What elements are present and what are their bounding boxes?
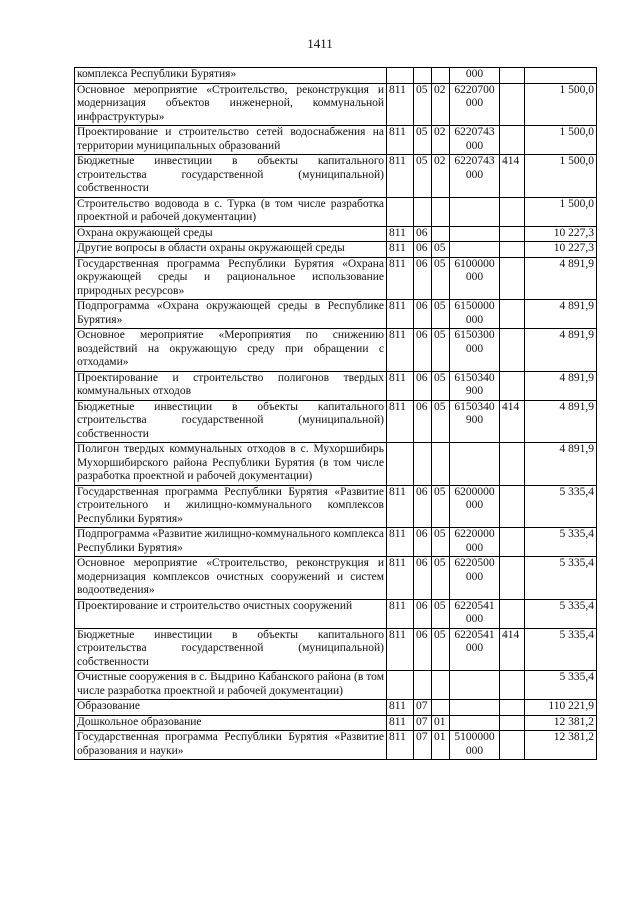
table-row <box>75 700 597 716</box>
section-code: 06 <box>414 371 432 400</box>
line-item-name: Бюджетные инвестиции в объекты капитального строительства государственной (муниципальной) собственности <box>75 400 387 443</box>
subsection-code <box>432 443 450 486</box>
section-code: 06 <box>414 485 432 528</box>
expense-type-code: 414 <box>500 155 525 198</box>
subsection-code <box>432 226 450 242</box>
subsection-code: 02 <box>432 83 450 126</box>
ministry-code <box>387 443 414 486</box>
line-item-name: Охрана окружающей среды <box>75 226 387 242</box>
subsection-code: 01 <box>432 731 450 760</box>
table-row <box>75 628 597 671</box>
section-code: 06 <box>414 599 432 628</box>
table-row <box>75 155 597 198</box>
subsection-code: 05 <box>432 242 450 258</box>
table-row <box>75 83 597 126</box>
line-item-name: комплекса Республики Бурятия» <box>75 68 387 84</box>
ministry-code <box>387 671 414 700</box>
target-article-code: 6220743 000 <box>450 126 500 155</box>
expense-type-code <box>500 300 525 329</box>
line-item-name: Основное мероприятие «Строительство, реконструкция и модернизация комплексов очистных сооружений и систем водоотведения» <box>75 557 387 600</box>
subsection-code <box>432 671 450 700</box>
section-code <box>414 197 432 226</box>
expense-type-code <box>500 242 525 258</box>
expense-type-code <box>500 485 525 528</box>
subsection-code: 05 <box>432 485 450 528</box>
section-code <box>414 68 432 84</box>
line-item-name: Проектирование и строительство очистных сооружений <box>75 599 387 628</box>
line-item-name: Проектирование и строительство полигонов твердых коммунальных отходов <box>75 371 387 400</box>
ministry-code <box>387 68 414 84</box>
subsection-code: 02 <box>432 155 450 198</box>
amount: 5 335,4 <box>525 628 597 671</box>
expense-type-code <box>500 671 525 700</box>
amount: 5 335,4 <box>525 671 597 700</box>
subsection-code: 05 <box>432 628 450 671</box>
line-item-name: Очистные сооружения в с. Выдрино Кабанского района (в том числе разработка проектной и рабочей документации) <box>75 671 387 700</box>
amount: 4 891,9 <box>525 400 597 443</box>
section-code: 06 <box>414 300 432 329</box>
ministry-code: 811 <box>387 628 414 671</box>
subsection-code <box>432 700 450 716</box>
subsection-code: 05 <box>432 257 450 300</box>
section-code <box>414 443 432 486</box>
ministry-code: 811 <box>387 700 414 716</box>
target-article-code: 6200000 000 <box>450 485 500 528</box>
target-article-code: 6220500 000 <box>450 557 500 600</box>
ministry-code: 811 <box>387 242 414 258</box>
expense-type-code <box>500 68 525 84</box>
ministry-code <box>387 197 414 226</box>
page-number: 1411 <box>307 36 333 51</box>
section-code: 07 <box>414 715 432 731</box>
subsection-code: 05 <box>432 599 450 628</box>
target-article-code <box>450 671 500 700</box>
table-row <box>75 528 597 557</box>
line-item-name: Бюджетные инвестиции в объекты капитального строительства государственной (муниципальной) собственности <box>75 628 387 671</box>
subsection-code <box>432 197 450 226</box>
table-row <box>75 300 597 329</box>
expense-type-code <box>500 443 525 486</box>
section-code: 05 <box>414 83 432 126</box>
ministry-code: 811 <box>387 528 414 557</box>
section-code: 06 <box>414 400 432 443</box>
table-row <box>75 226 597 242</box>
target-article-code: 5100000 000 <box>450 731 500 760</box>
expense-type-code <box>500 557 525 600</box>
amount: 10 227,3 <box>525 242 597 258</box>
amount: 4 891,9 <box>525 329 597 372</box>
table-row <box>75 197 597 226</box>
subsection-code: 01 <box>432 715 450 731</box>
expense-type-code <box>500 226 525 242</box>
section-code: 07 <box>414 700 432 716</box>
table-row <box>75 257 597 300</box>
line-item-name: Другие вопросы в области охраны окружающей среды <box>75 242 387 258</box>
expense-type-code: 414 <box>500 400 525 443</box>
table-row <box>75 400 597 443</box>
line-item-name: Основное мероприятие «Строительство, реконструкция и модернизация объектов инженерной, коммунальной инфраструктуры» <box>75 83 387 126</box>
subsection-code: 05 <box>432 300 450 329</box>
section-code: 06 <box>414 557 432 600</box>
table-row <box>75 443 597 486</box>
amount: 1 500,0 <box>525 155 597 198</box>
target-article-code: 000 <box>450 68 500 84</box>
line-item-name: Строительство водовода в с. Турка (в том числе разработка проектной и рабочей документации) <box>75 197 387 226</box>
table-row <box>75 371 597 400</box>
section-code: 06 <box>414 628 432 671</box>
expense-type-code <box>500 700 525 716</box>
section-code: 06 <box>414 329 432 372</box>
expense-type-code <box>500 83 525 126</box>
amount: 5 335,4 <box>525 485 597 528</box>
amount: 12 381,2 <box>525 715 597 731</box>
expense-type-code <box>500 715 525 731</box>
ministry-code: 811 <box>387 155 414 198</box>
target-article-code <box>450 242 500 258</box>
expense-type-code <box>500 731 525 760</box>
line-item-name: Государственная программа Республики Бурятия «Охрана окружающей среды и рациональное использование природных ресурсов» <box>75 257 387 300</box>
expense-type-code <box>500 257 525 300</box>
line-item-name: Полигон твердых коммунальных отходов в с. Мухоршибирь Мухоршибирского района Республики Бурятия (в том числе разработка проектной и рабочей документации) <box>75 443 387 486</box>
amount: 1 500,0 <box>525 197 597 226</box>
table-row <box>75 557 597 600</box>
expense-type-code <box>500 197 525 226</box>
amount: 5 335,4 <box>525 528 597 557</box>
amount: 4 891,9 <box>525 300 597 329</box>
expense-type-code <box>500 329 525 372</box>
target-article-code: 6150300 000 <box>450 329 500 372</box>
ministry-code: 811 <box>387 300 414 329</box>
subsection-code: 02 <box>432 126 450 155</box>
table-row <box>75 671 597 700</box>
line-item-name: Образование <box>75 700 387 716</box>
amount: 110 221,9 <box>525 700 597 716</box>
section-code: 07 <box>414 731 432 760</box>
target-article-code <box>450 226 500 242</box>
line-item-name: Государственная программа Республики Бурятия «Развитие строительного и жилищно-коммунального комплексов Республики Бурятия» <box>75 485 387 528</box>
table-row <box>75 242 597 258</box>
target-article-code: 6150340 900 <box>450 400 500 443</box>
ministry-code: 811 <box>387 715 414 731</box>
target-article-code <box>450 700 500 716</box>
ministry-code: 811 <box>387 731 414 760</box>
amount: 5 335,4 <box>525 557 597 600</box>
target-article-code <box>450 197 500 226</box>
line-item-name: Подпрограмма «Развитие жилищно-коммунального комплекса Республики Бурятия» <box>75 528 387 557</box>
target-article-code: 6220700 000 <box>450 83 500 126</box>
amount: 4 891,9 <box>525 443 597 486</box>
section-code: 06 <box>414 226 432 242</box>
table-row <box>75 715 597 731</box>
ministry-code: 811 <box>387 599 414 628</box>
expense-type-code <box>500 599 525 628</box>
target-article-code: 6150340 900 <box>450 371 500 400</box>
line-item-name: Проектирование и строительство сетей водоснабжения на территории муниципальных образований <box>75 126 387 155</box>
amount <box>525 68 597 84</box>
expense-type-code <box>500 528 525 557</box>
target-article-code: 6220541 000 <box>450 599 500 628</box>
target-article-code: 6220000 000 <box>450 528 500 557</box>
subsection-code <box>432 68 450 84</box>
ministry-code: 811 <box>387 226 414 242</box>
table-row <box>75 68 597 84</box>
subsection-code: 05 <box>432 400 450 443</box>
ministry-code: 811 <box>387 83 414 126</box>
section-code: 06 <box>414 257 432 300</box>
target-article-code: 6100000 000 <box>450 257 500 300</box>
subsection-code: 05 <box>432 528 450 557</box>
ministry-code: 811 <box>387 400 414 443</box>
table-row <box>75 329 597 372</box>
target-article-code: 6220541 000 <box>450 628 500 671</box>
line-item-name: Дошкольное образование <box>75 715 387 731</box>
ministry-code: 811 <box>387 257 414 300</box>
line-item-name: Основное мероприятие «Мероприятия по снижению воздействий на окружающую среду при обращении с отходами» <box>75 329 387 372</box>
amount: 10 227,3 <box>525 226 597 242</box>
table-row <box>75 599 597 628</box>
target-article-code <box>450 715 500 731</box>
table-row <box>75 126 597 155</box>
target-article-code: 6150000 000 <box>450 300 500 329</box>
line-item-name: Подпрограмма «Охрана окружающей среды в Республике Бурятия» <box>75 300 387 329</box>
amount: 1 500,0 <box>525 126 597 155</box>
amount: 12 381,2 <box>525 731 597 760</box>
line-item-name: Бюджетные инвестиции в объекты капитального строительства государственной (муниципальной) собственности <box>75 155 387 198</box>
table-row <box>75 485 597 528</box>
expense-type-code: 414 <box>500 628 525 671</box>
line-item-name: Государственная программа Республики Бурятия «Развитие образования и науки» <box>75 731 387 760</box>
subsection-code: 05 <box>432 329 450 372</box>
target-article-code: 6220743 000 <box>450 155 500 198</box>
subsection-code: 05 <box>432 557 450 600</box>
amount: 1 500,0 <box>525 83 597 126</box>
ministry-code: 811 <box>387 371 414 400</box>
ministry-code: 811 <box>387 329 414 372</box>
target-article-code <box>450 443 500 486</box>
expense-type-code <box>500 126 525 155</box>
section-code: 06 <box>414 528 432 557</box>
amount: 4 891,9 <box>525 257 597 300</box>
amount: 5 335,4 <box>525 599 597 628</box>
section-code: 05 <box>414 155 432 198</box>
ministry-code: 811 <box>387 126 414 155</box>
table-row <box>75 731 597 760</box>
budget-table <box>74 67 597 760</box>
ministry-code: 811 <box>387 557 414 600</box>
section-code: 05 <box>414 126 432 155</box>
section-code: 06 <box>414 242 432 258</box>
ministry-code: 811 <box>387 485 414 528</box>
expense-type-code <box>500 371 525 400</box>
amount: 4 891,9 <box>525 371 597 400</box>
subsection-code: 05 <box>432 371 450 400</box>
section-code <box>414 671 432 700</box>
